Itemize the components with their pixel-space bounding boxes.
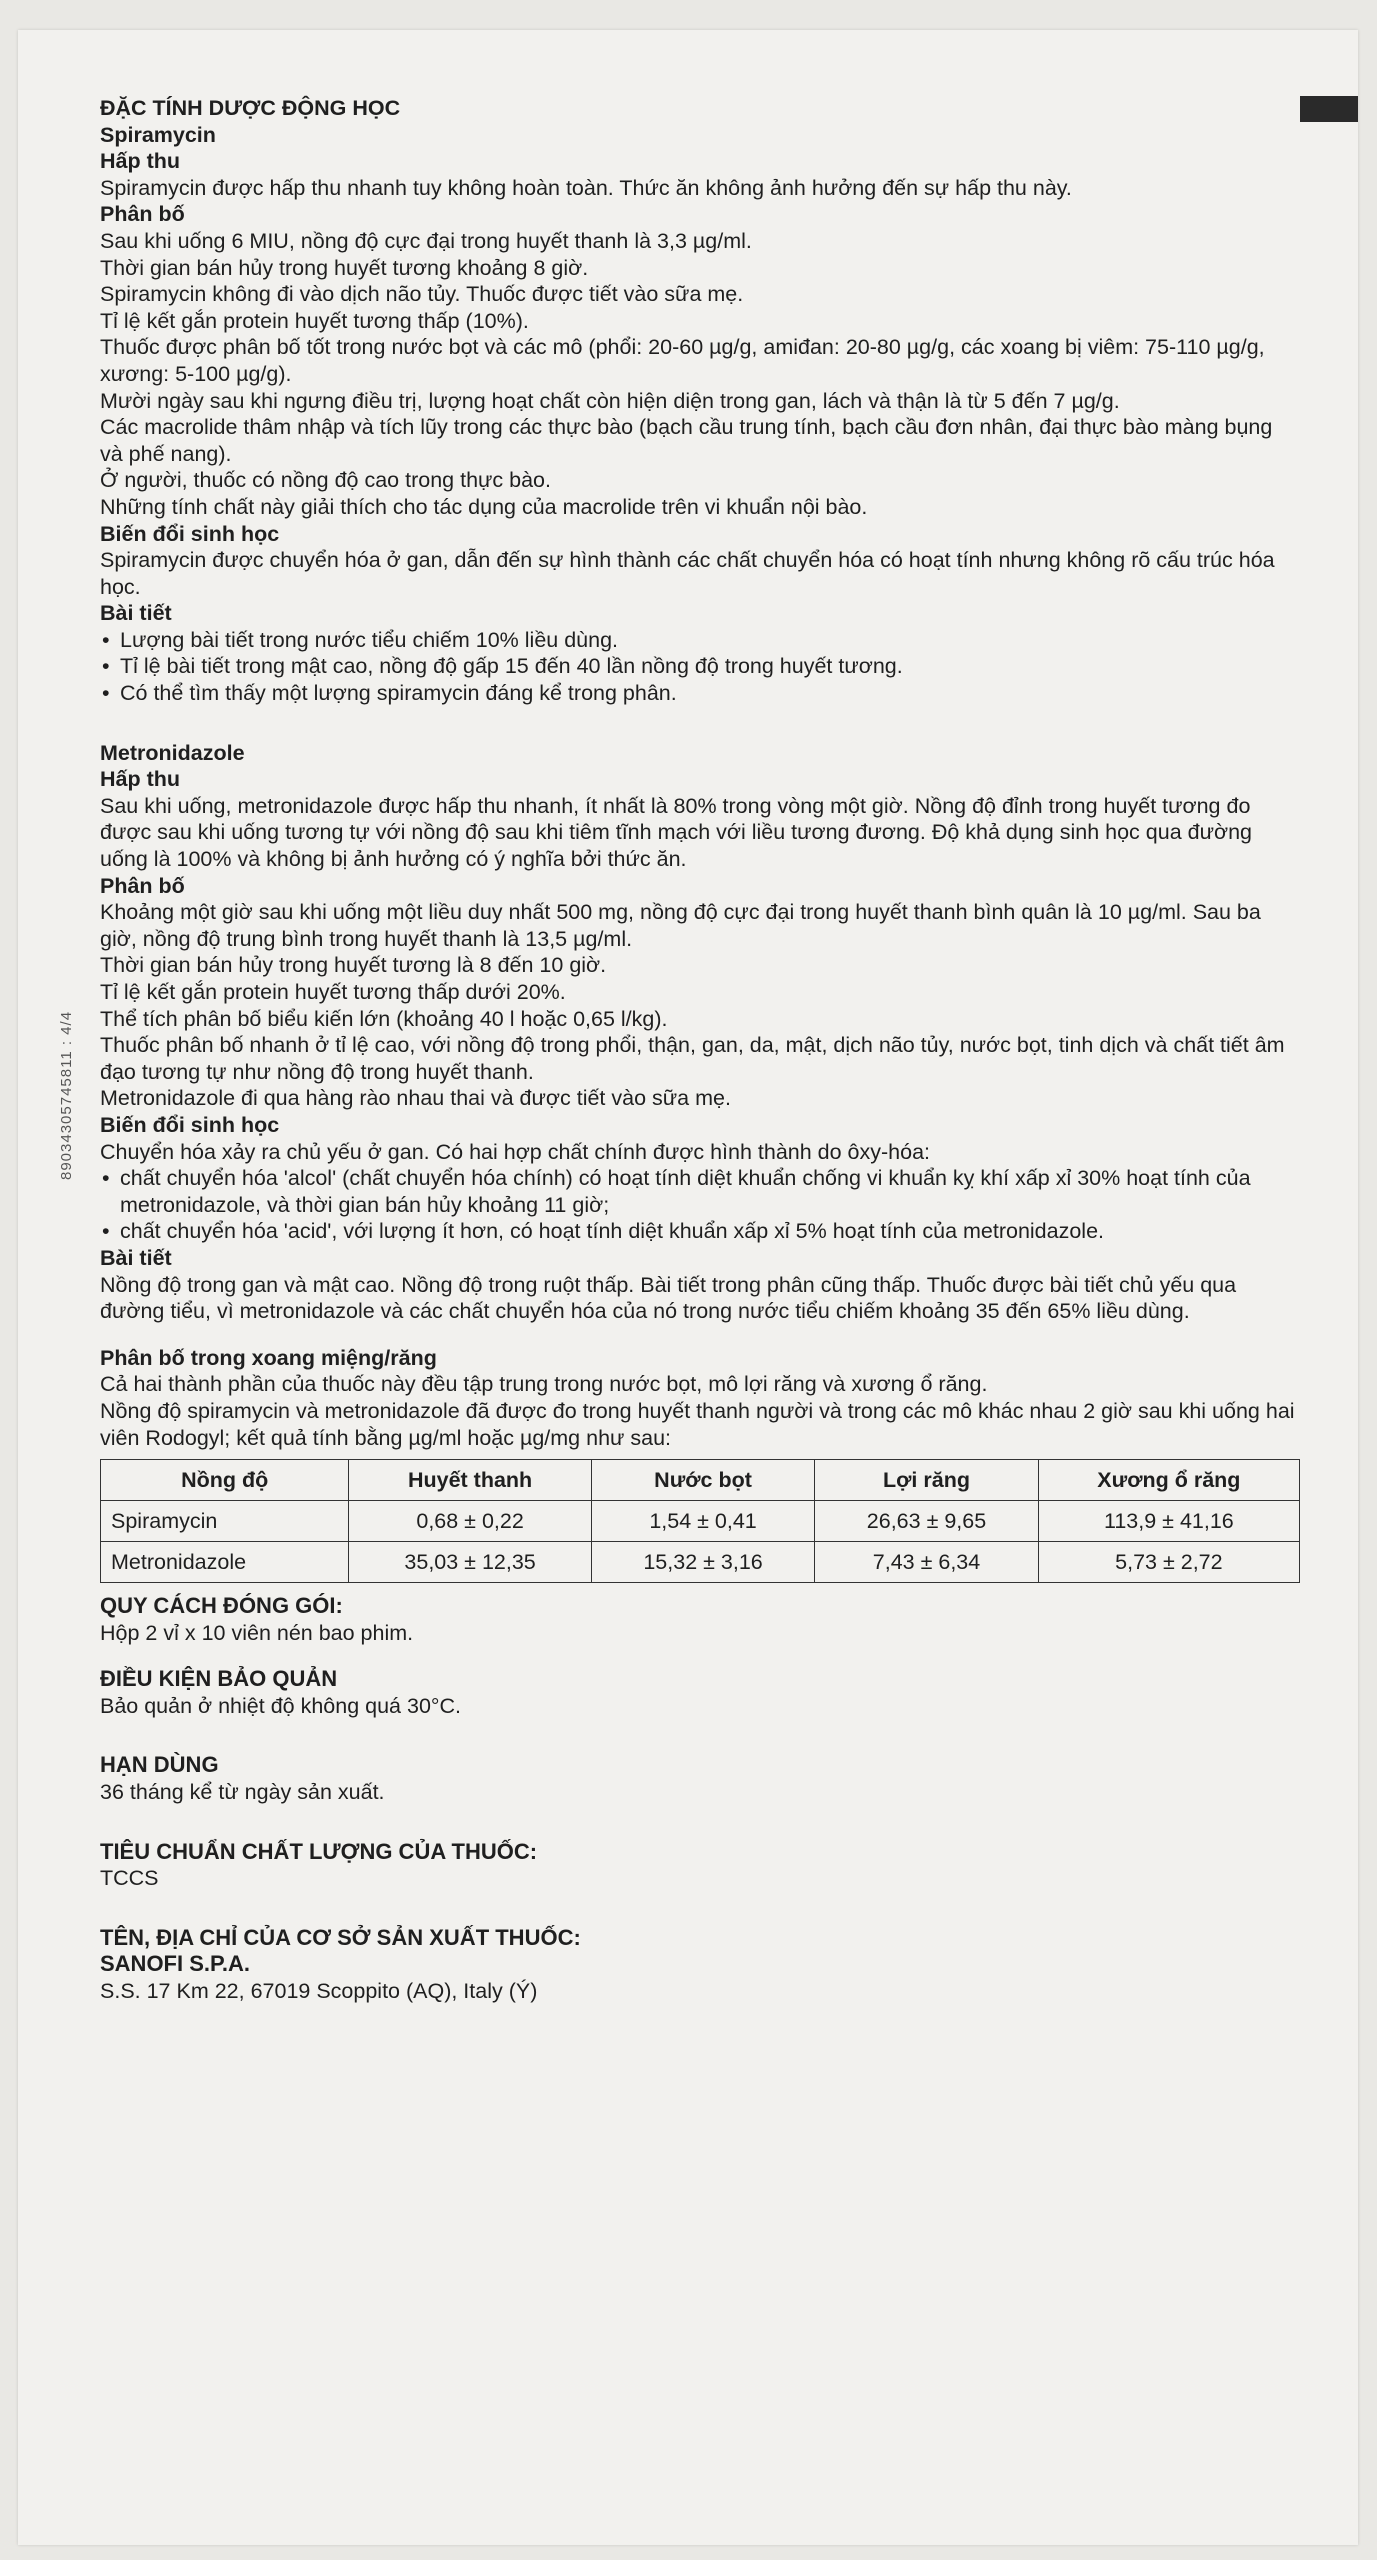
spiramycin-excretion-list (100, 627, 1300, 707)
list-item: • Lượng bài tiết trong nước tiểu chiếm 10% liều dùng. (100, 627, 1300, 654)
paragraph-line: Sau khi uống 6 MIU, nồng độ cực đại trong huyết thanh là 3,3 µg/ml. (100, 228, 752, 253)
table-cell: 7,43 ± 6,34 (815, 1542, 1038, 1583)
table-cell: 5,73 ± 2,72 (1038, 1542, 1299, 1583)
table-header-row (101, 1460, 1300, 1501)
page-edge-marker (1300, 96, 1358, 122)
spiramycin-distribution-title: Phân bố (100, 202, 185, 227)
table-cell: 26,63 ± 9,65 (815, 1501, 1038, 1542)
metronidazole-biotrans-text: Chuyển hóa xảy ra chủ yếu ở gan. Có hai hợp chất chính được hình thành do ôxy-hóa: (100, 1139, 931, 1164)
table-header-cell: Xương ổ răng (1038, 1460, 1299, 1501)
paragraph-line: Thể tích phân bố biểu kiến lớn (khoảng 40 l hoặc 0,65 l/kg). (100, 1006, 668, 1031)
list-item: • chất chuyển hóa 'acid', với lượng ít hơn, có hoạt tính diệt khuẩn xấp xỉ 5% hoạt tính của metronidazole. (100, 1218, 1300, 1245)
table-row (101, 1542, 1300, 1583)
spiramycin-title: Spiramycin (100, 122, 216, 147)
pk-section-title: ĐẶC TÍNH DƯỢC ĐỘNG HỌC (100, 96, 401, 120)
paragraph-line: Các macrolide thâm nhập và tích lũy trong các thực bào (bạch cầu trung tính, bạch cầu đơn nhân, đại thực bào màng bụng và phế nang). (100, 415, 1273, 466)
metronidazole-absorption-title: Hấp thu (100, 767, 181, 792)
oral-distribution-line: Nồng độ spiramycin và metronidazole đã được đo trong huyết thanh người và trong các mô khác nhau 2 giờ sau khi uống hai viên Rodogyl; kết quả tính bằng µg/ml hoặc µg/mg như sau: (100, 1398, 1295, 1450)
spiramycin-absorption-title: Hấp thu (100, 149, 181, 174)
table-header-cell: Huyết thanh (349, 1460, 591, 1501)
list-item: • Có thể tìm thấy một lượng spiramycin đáng kể trong phân. (100, 680, 1300, 707)
manufacturer-name: SANOFI S.P.A. (100, 1951, 250, 1977)
storage-title: ĐIỀU KIỆN BẢO QUẢN (100, 1666, 338, 1692)
shelf-life-text: 36 tháng kể từ ngày sản xuất. (100, 1780, 385, 1805)
spiramycin-excretion-title: Bài tiết (100, 601, 172, 626)
concentration-table (100, 1459, 1300, 1583)
storage-text: Bảo quản ở nhiệt độ không quá 30°C. (100, 1693, 461, 1718)
table-header-cell: Nước bọt (591, 1460, 814, 1501)
table-cell: Spiramycin (101, 1501, 349, 1542)
list-item: • chất chuyển hóa 'alcol' (chất chuyển hóa chính) có hoạt tính diệt khuẩn chống vi khuẩn kỵ khí xấp xỉ 30% hoạt tính của metronidazole, và thời gian bán hủy khoảng 11 giờ; (100, 1165, 1300, 1218)
oral-distribution-line: Cả hai thành phần của thuốc này đều tập trung trong nước bọt, mô lợi răng và xương ổ răng. (100, 1372, 988, 1397)
metronidazole-excretion-text: Nồng độ trong gan và mật cao. Nồng độ trong ruột thấp. Bài tiết trong phân cũng thấp. Thuốc được bài tiết chủ yếu qua đường tiểu, vì metronidazole và các chất chuyển hóa của nó trong nước tiểu chiếm khoảng 35 đến 65% liều dùng. (100, 1272, 1237, 1324)
manufacturer-title: TÊN, ĐỊA CHỈ CỦA CƠ SỞ SẢN XUẤT THUỐC: (100, 1924, 581, 1950)
metronidazole-distribution-title: Phân bố (100, 873, 185, 898)
table-cell: Metronidazole (101, 1542, 349, 1583)
metronidazole-excretion-title: Bài tiết (100, 1245, 172, 1270)
metronidazole-absorption-text: Sau khi uống, metronidazole được hấp thu nhanh, ít nhất là 80% trong vòng một giờ. Nồng độ đỉnh trong huyết tương đo được sau khi uống tương tự với nồng độ sau khi tiêm tĩnh mạch với liều tương đương. Độ khả dụng sinh học qua đường uống là 100% và không bị ảnh hưởng có ý nghĩa bởi thức ăn. (100, 793, 1252, 872)
table-cell: 35,03 ± 12,35 (349, 1542, 591, 1583)
table-row (101, 1501, 1300, 1542)
paragraph-line: Mười ngày sau khi ngưng điều trị, lượng hoạt chất còn hiện diện trong gan, lách và thận là từ 5 đến 7 µg/g. (100, 388, 1120, 413)
shelf-life-title: HẠN DÙNG (100, 1752, 219, 1778)
packaging-text: Hộp 2 vỉ x 10 viên nén bao phim. (100, 1620, 414, 1645)
metronidazole-biotrans-title: Biến đổi sinh học (100, 1112, 280, 1137)
manufacturer-address: S.S. 17 Km 22, 67019 Scoppito (AQ), Italy (Ý) (100, 1979, 538, 2004)
packaging-title: QUY CÁCH ĐÓNG GÓI: (100, 1593, 343, 1619)
table-cell: 113,9 ± 41,16 (1038, 1501, 1299, 1542)
table-cell: 0,68 ± 0,22 (349, 1501, 591, 1542)
oral-distribution-title: Phân bố trong xoang miệng/răng (100, 1345, 437, 1370)
paragraph-line: Thuốc được phân bố tốt trong nước bọt và các mô (phổi: 20-60 µg/g, amiđan: 20-80 µg/g, các xoang bị viêm: 75-110 µg/g, xương: 5-100 µg/g). (100, 335, 1265, 386)
paragraph-line: Tỉ lệ kết gắn protein huyết tương thấp dưới 20%. (100, 980, 566, 1004)
quality-standard-text: TCCS (100, 1866, 159, 1891)
paragraph-line: Thời gian bán hủy trong huyết tương là 8 đến 10 giờ. (100, 953, 607, 978)
table-header-cell: Nồng độ (101, 1460, 349, 1501)
metronidazole-title: Metronidazole (100, 740, 245, 765)
table-cell: 15,32 ± 3,16 (591, 1542, 814, 1583)
table-header-cell: Lợi răng (815, 1460, 1038, 1501)
paragraph-line: Spiramycin không đi vào dịch não tủy. Thuốc được tiết vào sữa mẹ. (100, 282, 744, 307)
paragraph-line: Ở người, thuốc có nồng độ cao trong thực bào. (100, 468, 551, 493)
table-cell: 1,54 ± 0,41 (591, 1501, 814, 1542)
metronidazole-biotrans-list (100, 1165, 1300, 1245)
paragraph-line: Tỉ lệ kết gắn protein huyết tương thấp (10%). (100, 308, 529, 333)
leaflet-content (100, 95, 1300, 2005)
spiramycin-absorption-text: Spiramycin được hấp thu nhanh tuy không hoàn toàn. Thức ăn không ảnh hưởng đến sự hấp thu này. (100, 175, 1072, 200)
paragraph-line: Metronidazole đi qua hàng rào nhau thai và được tiết vào sữa mẹ. (100, 1086, 731, 1111)
paragraph-line: Khoảng một giờ sau khi uống một liều duy nhất 500 mg, nồng độ cực đại trong huyết thanh bình quân là 10 µg/ml. Sau ba giờ, nồng độ trung bình trong huyết thanh là 13,5 µg/ml. (100, 900, 1261, 951)
paragraph-line: Những tính chất này giải thích cho tác dụng của macrolide trên vi khuẩn nội bào. (100, 494, 868, 519)
paragraph-line: Thuốc phân bố nhanh ở tỉ lệ cao, với nồng độ trong phổi, thận, gan, da, mật, dịch não tủy, nước bọt, tinh dịch và chất tiết âm đạo tương tự như nồng độ trong huyết thanh. (100, 1033, 1285, 1084)
list-item: • Tỉ lệ bài tiết trong mật cao, nồng độ gấp 15 đến 40 lần nồng độ trong huyết tương. (100, 653, 1300, 680)
spiramycin-biotrans-title: Biến đổi sinh học (100, 521, 280, 546)
barcode-number: 89034305745811 : 4/4 (58, 1010, 75, 1180)
spiramycin-biotrans-text: Spiramycin được chuyển hóa ở gan, dẫn đến sự hình thành các chất chuyển hóa có hoạt tính nhưng không rõ cấu trúc hóa học. (100, 548, 1275, 599)
paragraph-line: Thời gian bán hủy trong huyết tương khoảng 8 giờ. (100, 255, 589, 280)
quality-standard-title: TIÊU CHUẨN CHẤT LƯỢNG CỦA THUỐC: (100, 1838, 538, 1864)
